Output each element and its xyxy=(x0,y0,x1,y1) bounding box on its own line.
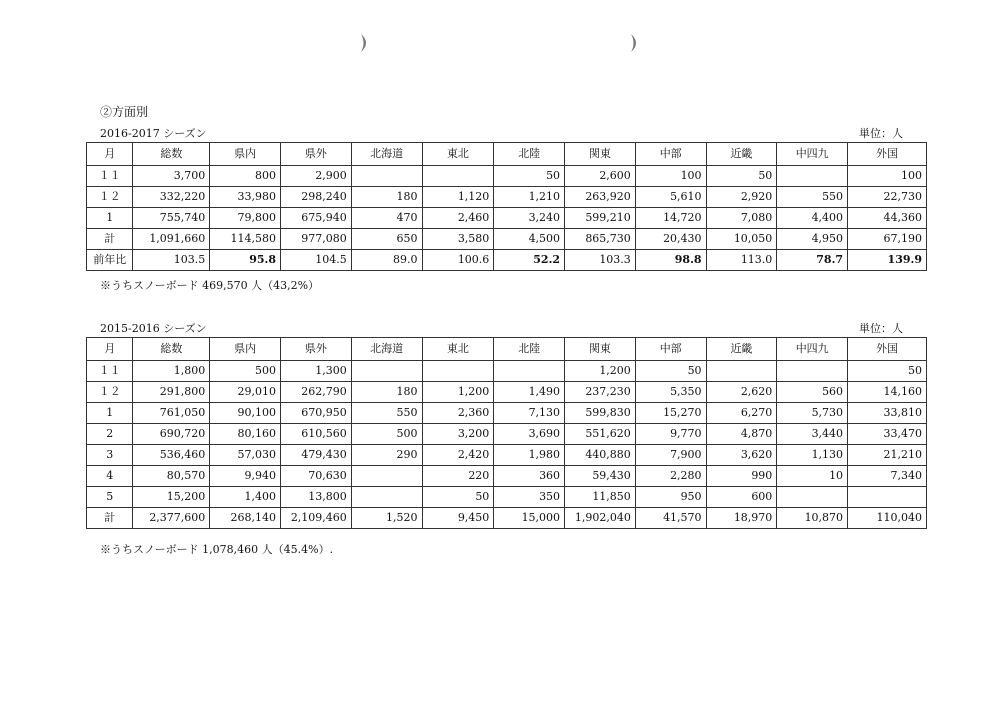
column-header: 北陸 xyxy=(494,338,565,361)
table-cell: 2,920 xyxy=(706,187,777,208)
table-cell: 13,800 xyxy=(281,487,352,508)
column-header: 外国 xyxy=(848,338,927,361)
table-cell: 5,730 xyxy=(777,403,848,424)
row-label: １２ xyxy=(87,187,133,208)
table-cell: 95.8 xyxy=(210,250,281,271)
table-cell: 2,280 xyxy=(635,466,706,487)
table-cell xyxy=(422,361,494,382)
table-cell: 262,790 xyxy=(281,382,352,403)
table-cell xyxy=(351,466,422,487)
table-cell: 2,600 xyxy=(565,166,636,187)
table-cell: 3,690 xyxy=(494,424,565,445)
column-header: 近畿 xyxy=(706,143,777,166)
table-cell: 10,050 xyxy=(706,229,777,250)
table-cell: 11,850 xyxy=(565,487,636,508)
table-cell: 977,080 xyxy=(281,229,352,250)
row-label: １１ xyxy=(87,166,133,187)
table-cell: 80,570 xyxy=(133,466,210,487)
table-cell: 440,880 xyxy=(565,445,636,466)
table-cell: 15,200 xyxy=(133,487,210,508)
table-cell: 180 xyxy=(351,187,422,208)
table-row xyxy=(87,508,927,529)
table-cell: 7,900 xyxy=(635,445,706,466)
table-cell xyxy=(777,487,848,508)
table-cell: 237,230 xyxy=(565,382,636,403)
table-cell: 1,400 xyxy=(210,487,281,508)
row-label: 5 xyxy=(87,487,133,508)
table-row xyxy=(87,424,927,445)
table-cell: 10 xyxy=(777,466,848,487)
table-cell: 57,030 xyxy=(210,445,281,466)
table-cell: 21,210 xyxy=(848,445,927,466)
table-cell: 3,200 xyxy=(422,424,494,445)
column-header: 月 xyxy=(87,338,133,361)
table-cell: 7,080 xyxy=(706,208,777,229)
table-cell xyxy=(706,361,777,382)
table-cell: 70,630 xyxy=(281,466,352,487)
table-cell: 103.5 xyxy=(133,250,210,271)
table-row xyxy=(87,208,927,229)
season-title-2015-2016: 2015-2016 シーズン xyxy=(100,322,207,335)
table-cell: 14,720 xyxy=(635,208,706,229)
snowboard-note-2016-2017: ※うちスノーボード 469,570 人（43,2%） xyxy=(100,279,320,292)
table-cell: 20,430 xyxy=(635,229,706,250)
table-cell: 550 xyxy=(351,403,422,424)
table-cell: 1,200 xyxy=(422,382,494,403)
table-cell: 3,240 xyxy=(494,208,565,229)
table-cell: 800 xyxy=(210,166,281,187)
column-header: 中部 xyxy=(635,338,706,361)
table-cell: 103.3 xyxy=(565,250,636,271)
table-cell: 755,740 xyxy=(133,208,210,229)
table-cell: 268,140 xyxy=(210,508,281,529)
table-cell: 67,190 xyxy=(848,229,927,250)
table-cell: 114,580 xyxy=(210,229,281,250)
punch-hole-mark-left xyxy=(358,32,372,54)
table-cell: 610,560 xyxy=(281,424,352,445)
table-cell: 500 xyxy=(210,361,281,382)
table-cell: 100 xyxy=(635,166,706,187)
row-label: １２ xyxy=(87,382,133,403)
table-cell: 1,902,040 xyxy=(565,508,636,529)
column-header: 東北 xyxy=(422,143,494,166)
table-cell: 500 xyxy=(351,424,422,445)
table-row xyxy=(87,487,927,508)
table-cell: 4,500 xyxy=(494,229,565,250)
table-cell: 3,620 xyxy=(706,445,777,466)
table-cell: 1,800 xyxy=(133,361,210,382)
column-header: 月 xyxy=(87,143,133,166)
table-cell: 100 xyxy=(848,166,927,187)
table-cell: 350 xyxy=(494,487,565,508)
table-cell: 650 xyxy=(351,229,422,250)
table-cell: 50 xyxy=(706,166,777,187)
table-cell xyxy=(848,487,927,508)
table-cell: 5,610 xyxy=(635,187,706,208)
column-header: 県外 xyxy=(281,143,352,166)
table-cell: 865,730 xyxy=(565,229,636,250)
table-cell: 290 xyxy=(351,445,422,466)
table-cell: 470 xyxy=(351,208,422,229)
row-label: 2 xyxy=(87,424,133,445)
snowboard-note-2015-2016: ※うちスノーボード 1,078,460 人（45.4%）. xyxy=(100,543,334,556)
table-row xyxy=(87,250,927,271)
table-cell: 44,360 xyxy=(848,208,927,229)
table-cell: 180 xyxy=(351,382,422,403)
table-cell: 7,130 xyxy=(494,403,565,424)
table-cell: 599,210 xyxy=(565,208,636,229)
table-cell: 600 xyxy=(706,487,777,508)
table-cell: 675,940 xyxy=(281,208,352,229)
table-cell: 2,460 xyxy=(422,208,494,229)
table-cell: 78.7 xyxy=(777,250,848,271)
row-label: 計 xyxy=(87,229,133,250)
table-cell: 22,730 xyxy=(848,187,927,208)
row-label: １１ xyxy=(87,361,133,382)
column-header: 中四九 xyxy=(777,338,848,361)
unit-label-1: 単位：人 xyxy=(859,127,903,140)
table-cell: 670,950 xyxy=(281,403,352,424)
column-header: 関東 xyxy=(565,338,636,361)
table-cell: 761,050 xyxy=(133,403,210,424)
column-header: 中部 xyxy=(635,143,706,166)
column-header: 県内 xyxy=(210,338,281,361)
row-label: 1 xyxy=(87,208,133,229)
table-cell: 6,270 xyxy=(706,403,777,424)
column-header: 関東 xyxy=(565,143,636,166)
table-row xyxy=(87,466,927,487)
table-cell xyxy=(422,166,494,187)
table-cell: 479,430 xyxy=(281,445,352,466)
table-cell: 1,300 xyxy=(281,361,352,382)
table-cell: 1,130 xyxy=(777,445,848,466)
table-cell: 990 xyxy=(706,466,777,487)
table-row xyxy=(87,382,927,403)
season-title-2016-2017: 2016-2017 シーズン xyxy=(100,127,207,140)
table-cell: 2,360 xyxy=(422,403,494,424)
table-2015-2016 xyxy=(86,337,927,529)
table-cell: 360 xyxy=(494,466,565,487)
row-label: 前年比 xyxy=(87,250,133,271)
table-cell: 98.8 xyxy=(635,250,706,271)
column-header: 北海道 xyxy=(351,143,422,166)
row-label: 3 xyxy=(87,445,133,466)
table-cell: 10,870 xyxy=(777,508,848,529)
table-cell: 104.5 xyxy=(281,250,352,271)
column-header: 県内 xyxy=(210,143,281,166)
table-cell xyxy=(494,361,565,382)
table-cell: 18,970 xyxy=(706,508,777,529)
row-label: 計 xyxy=(87,508,133,529)
table-cell: 560 xyxy=(777,382,848,403)
table-cell: 50 xyxy=(635,361,706,382)
header-row xyxy=(87,143,927,166)
table-cell: 59,430 xyxy=(565,466,636,487)
column-header: 北海道 xyxy=(351,338,422,361)
table-row xyxy=(87,187,927,208)
table-cell: 690,720 xyxy=(133,424,210,445)
row-label: 4 xyxy=(87,466,133,487)
table-2016-2017 xyxy=(86,142,927,271)
table-cell: 79,800 xyxy=(210,208,281,229)
table-cell: 90,100 xyxy=(210,403,281,424)
table-cell: 1,210 xyxy=(494,187,565,208)
table-cell: 7,340 xyxy=(848,466,927,487)
table-cell: 50 xyxy=(422,487,494,508)
table-cell: 9,940 xyxy=(210,466,281,487)
table-cell: 1,091,660 xyxy=(133,229,210,250)
table-cell: 41,570 xyxy=(635,508,706,529)
table-cell: 2,420 xyxy=(422,445,494,466)
column-header: 外国 xyxy=(848,143,927,166)
table-cell: 50 xyxy=(848,361,927,382)
column-header: 北陸 xyxy=(494,143,565,166)
table-cell: 5,350 xyxy=(635,382,706,403)
table-cell xyxy=(351,487,422,508)
table-cell: 3,700 xyxy=(133,166,210,187)
table-cell: 100.6 xyxy=(422,250,494,271)
table-cell: 2,109,460 xyxy=(281,508,352,529)
row-label: 1 xyxy=(87,403,133,424)
table-cell: 14,160 xyxy=(848,382,927,403)
table-row xyxy=(87,445,927,466)
table-cell: 1,490 xyxy=(494,382,565,403)
table-cell: 536,460 xyxy=(133,445,210,466)
table-cell xyxy=(351,166,422,187)
table-cell: 1,980 xyxy=(494,445,565,466)
table-cell: 3,580 xyxy=(422,229,494,250)
table-cell: 291,800 xyxy=(133,382,210,403)
table-cell: 263,920 xyxy=(565,187,636,208)
punch-hole-mark-right xyxy=(628,32,642,54)
table-cell: 110,040 xyxy=(848,508,927,529)
table-cell: 551,620 xyxy=(565,424,636,445)
header-row xyxy=(87,338,927,361)
table-row xyxy=(87,403,927,424)
column-header: 東北 xyxy=(422,338,494,361)
unit-label-2: 単位：人 xyxy=(859,322,903,335)
table-cell: 4,950 xyxy=(777,229,848,250)
table-cell: 298,240 xyxy=(281,187,352,208)
table-cell: 80,160 xyxy=(210,424,281,445)
table-cell: 15,000 xyxy=(494,508,565,529)
table-cell: 1,520 xyxy=(351,508,422,529)
column-header: 近畿 xyxy=(706,338,777,361)
table-cell: 599,830 xyxy=(565,403,636,424)
table-cell: 4,870 xyxy=(706,424,777,445)
table-cell: 29,010 xyxy=(210,382,281,403)
table-row xyxy=(87,361,927,382)
table-cell: 9,770 xyxy=(635,424,706,445)
table-cell: 2,620 xyxy=(706,382,777,403)
section-title: ②方面別 xyxy=(100,105,149,119)
table-cell: 2,900 xyxy=(281,166,352,187)
table-row xyxy=(87,166,927,187)
column-header: 総数 xyxy=(133,143,210,166)
table-cell: 4,400 xyxy=(777,208,848,229)
table-cell xyxy=(777,361,848,382)
table-cell: 50 xyxy=(494,166,565,187)
table-cell: 33,980 xyxy=(210,187,281,208)
table-cell: 89.0 xyxy=(351,250,422,271)
table-cell: 113.0 xyxy=(706,250,777,271)
table-cell: 139.9 xyxy=(848,250,927,271)
table-cell: 15,270 xyxy=(635,403,706,424)
table-cell: 3,440 xyxy=(777,424,848,445)
table-cell: 550 xyxy=(777,187,848,208)
table-cell xyxy=(777,166,848,187)
table-cell: 1,200 xyxy=(565,361,636,382)
table-cell: 1,120 xyxy=(422,187,494,208)
table-cell: 2,377,600 xyxy=(133,508,210,529)
table-cell xyxy=(351,361,422,382)
table-cell: 33,470 xyxy=(848,424,927,445)
table-cell: 52.2 xyxy=(494,250,565,271)
table-cell: 9,450 xyxy=(422,508,494,529)
table-row xyxy=(87,229,927,250)
column-header: 県外 xyxy=(281,338,352,361)
table-cell: 332,220 xyxy=(133,187,210,208)
table-cell: 950 xyxy=(635,487,706,508)
column-header: 総数 xyxy=(133,338,210,361)
table-cell: 33,810 xyxy=(848,403,927,424)
table-cell: 220 xyxy=(422,466,494,487)
column-header: 中四九 xyxy=(777,143,848,166)
